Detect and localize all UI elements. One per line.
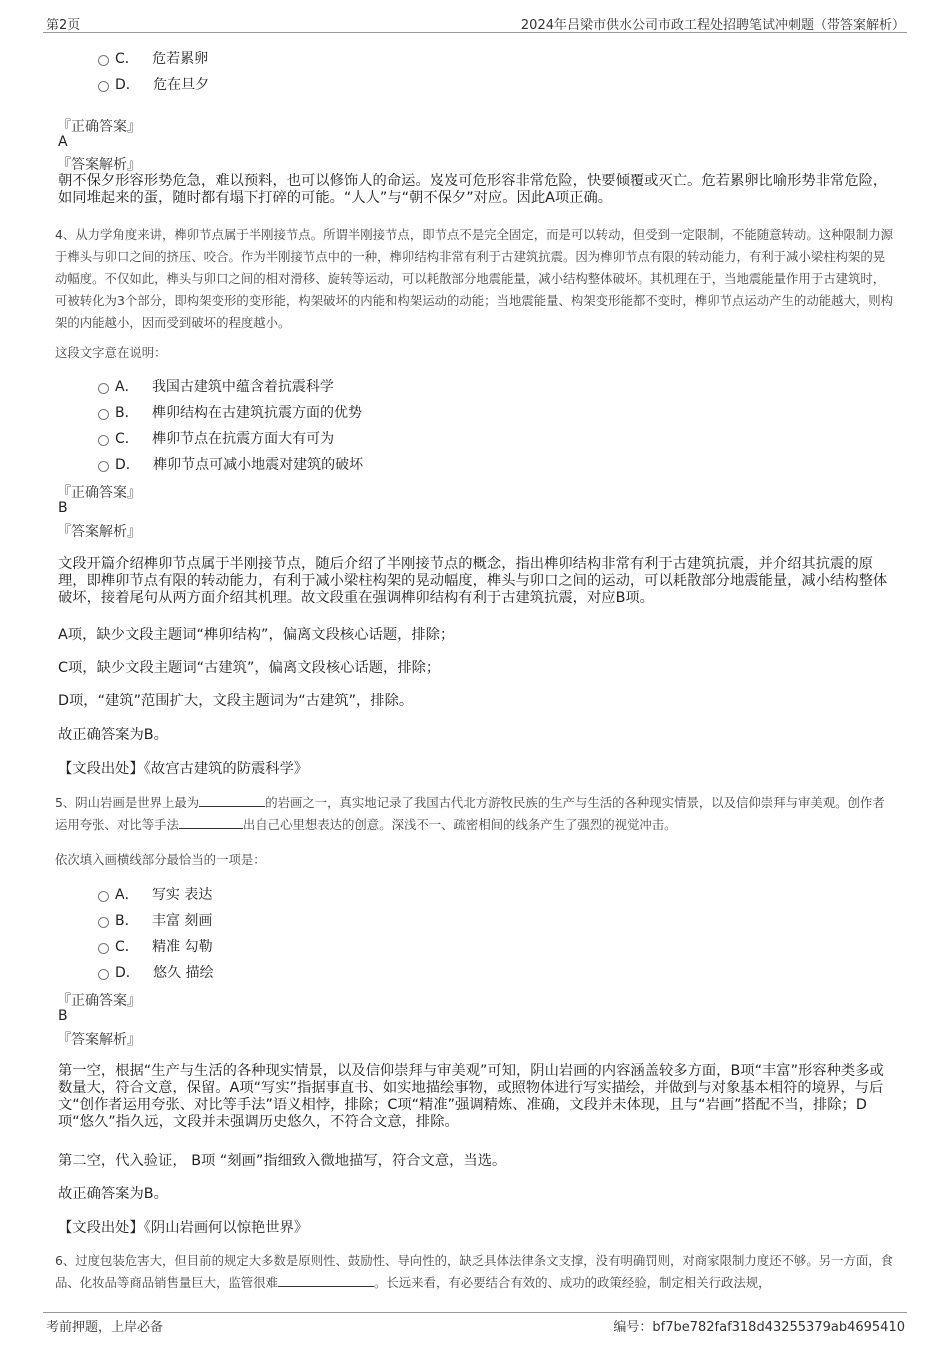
radio-icon[interactable] (98, 383, 109, 394)
radio-icon[interactable] (98, 409, 109, 420)
analysis-label: 『答案解析』 (57, 524, 141, 540)
fill-blank-1 (199, 794, 265, 807)
page-number: 第2页 (46, 18, 81, 33)
correct-answer: B (58, 500, 68, 516)
option-d[interactable]: D． 悠久 描绘 (98, 962, 214, 982)
radio-icon[interactable] (98, 969, 109, 980)
analysis-paragraph: 第一空，根据“生产与生活的各种现实情景，以及信仰崇拜与审美观”可知，阴山岩画的内容涵盖较多方面，B项“丰富”形容种类多或数量大，符合文意，保留。A项“写实”指据事直书、如实地描绘事物，或照物体进行写实描绘，并做到与对象基本相符的境界，与后文“创作者运用夸张、对比等手法”语义相悖，排除；C项“精准”强调精炼、准确，文段并未体现，且与“岩画”搭配不当，排除；D项“悠久”指久远，文段并未强调历史悠久，不符合文意，排除。 (58, 1063, 884, 1130)
option-c[interactable]: C． 精准 勾勒 (98, 936, 213, 956)
option-c[interactable]: C． 榫卯节点在抗震方面大有可为 (98, 428, 334, 448)
answer-label: 『正确答案』 (57, 993, 141, 1009)
option-b[interactable]: B． 榫卯结构在古建筑抗震方面的优势 (98, 402, 362, 422)
analysis-paragraph: C项，缺少文段主题词“古建筑”，偏离文段核心话题，排除； (58, 660, 441, 676)
option-d[interactable]: D． 榫卯节点可减小地震对建筑的破坏 (98, 454, 363, 474)
option-c[interactable]: C． 危若累卵 (98, 48, 208, 68)
correct-answer: A (58, 134, 68, 150)
page-footer (43, 1312, 907, 1335)
question-prompt: 依次填入画横线部分最恰当的一项是： (55, 852, 266, 867)
fill-blank-1 (278, 1274, 374, 1287)
analysis-label: 『答案解析』 (57, 1032, 141, 1048)
analysis-paragraph: 故正确答案为B。 (58, 727, 168, 743)
source-citation: 【文段出处】《故宫古建筑的防震科学》 (58, 761, 309, 777)
radio-icon[interactable] (98, 461, 109, 472)
option-d[interactable]: D． 危在旦夕 (98, 74, 209, 94)
document-code: 编号：bf7be782faf318d43255379ab4695410 (613, 1320, 905, 1335)
analysis-paragraph: 第二空，代入验证， B项 “刻画”指细致入微地描写，符合文意，当选。 (58, 1153, 507, 1169)
radio-icon[interactable] (98, 917, 109, 928)
answer-label: 『正确答案』 (57, 119, 141, 135)
radio-icon[interactable] (98, 81, 109, 92)
question-stem: 4、从力学角度来讲，榫卯节点属于半刚接节点。所谓半刚接节点，即节点不是完全固定，而是可以转动，但受到一定限制，不能随意转动。这种限制力源于榫头与卯口之间的挤压、咬合。作为半刚接节点中的一种，榫卯结构非常有利于古建筑抗震。因为榫卯节点有限的转动能力，有利于减小梁柱构架的晃动幅度。不仅如此，榫头与卯口之间的相对滑移、旋转等运动，可以耗散部分地震能量，减小结构整体破坏。其机理在于，当地震能量作用于古建筑时，可被转化为3个部分，即构架变形的变形能，构架破坏的内能和构架运动的动能；当地震能量、构架变形能都不变时，榫卯节点运动产生的动能越大，则构架的内能越小，因而受到破坏的程度越小。 (55, 227, 894, 330)
answer-label: 『正确答案』 (57, 485, 141, 501)
radio-icon[interactable] (98, 55, 109, 66)
page-header (43, 10, 907, 33)
footer-slogan: 考前押题，上岸必备 (46, 1320, 164, 1335)
analysis-paragraph: 故正确答案为B。 (58, 1186, 168, 1202)
analysis-text: 朝不保夕形容形势危急，难以预料，也可以修饰人的命运。岌岌可危形容非常危险，快要倾覆或灭亡。危若累卵比喻形势非常危险，如同堆起来的蛋，随时都有塌下打碎的可能。“人人”与“朝不保夕”对应。因此A项正确。 (58, 173, 888, 206)
correct-answer: B (58, 1008, 68, 1024)
option-a[interactable]: A． 我国古建筑中蕴含着抗震科学 (98, 376, 334, 396)
analysis-label: 『答案解析』 (57, 157, 141, 173)
analysis-paragraph: 文段开篇介绍榫卯节点属于半刚接节点，随后介绍了半刚接节点的概念，指出榫卯结构非常有利于古建筑抗震，并介绍其抗震的原理，即榫卯节点有限的转动能力，有利于减小梁柱构架的晃动幅度，榫头与卯口之间的运动，可以耗散部分地震能量，减小结构整体破坏，接着尾句从两方面介绍其机理。故文段重在强调榫卯结构有利于古建筑抗震，对应B项。 (58, 556, 888, 606)
radio-icon[interactable] (98, 943, 109, 954)
question-stem: 6、过度包装危害大，但目前的规定大多数是原则性、鼓励性、导向性的，缺乏具体法律条文支撑，没有明确罚则，对商家限制力度还不够。另一方面，食品、化妆品等商品销售量巨大，监管很难 。长远来看，有必要结合有效的、成功的政策经验，制定相关行政法规， (55, 1253, 894, 1290)
option-b[interactable]: B． 丰富 刻画 (98, 910, 212, 930)
question-stem: 5、阴山岩画是世界上最为 的岩画之一，真实地记录了我国古代北方游牧民族的生产与生活的各种现实情景，以及信仰崇拜与审美观。创作者运用夸张、对比等手法 出自己心里想表达的创意。深浅不一、疏密相间的线条产生了强烈的视觉冲击。 (55, 795, 885, 832)
radio-icon[interactable] (98, 435, 109, 446)
question-prompt: 这段文字意在说明： (55, 345, 167, 360)
analysis-paragraph: D项，“建筑”范围扩大，文段主题词为“古建筑”，排除。 (58, 693, 414, 709)
radio-icon[interactable] (98, 891, 109, 902)
option-a[interactable]: A． 写实 表达 (98, 884, 212, 904)
document-title: 2024年吕梁市供水公司市政工程处招聘笔试冲刺题（带答案解析） (520, 18, 905, 33)
source-citation: 【文段出处】《阴山岩画何以惊艳世界》 (58, 1220, 309, 1236)
analysis-paragraph: A项，缺少文段主题词“榫卯结构”，偏离文段核心话题，排除； (58, 627, 455, 643)
fill-blank-2 (179, 816, 243, 829)
